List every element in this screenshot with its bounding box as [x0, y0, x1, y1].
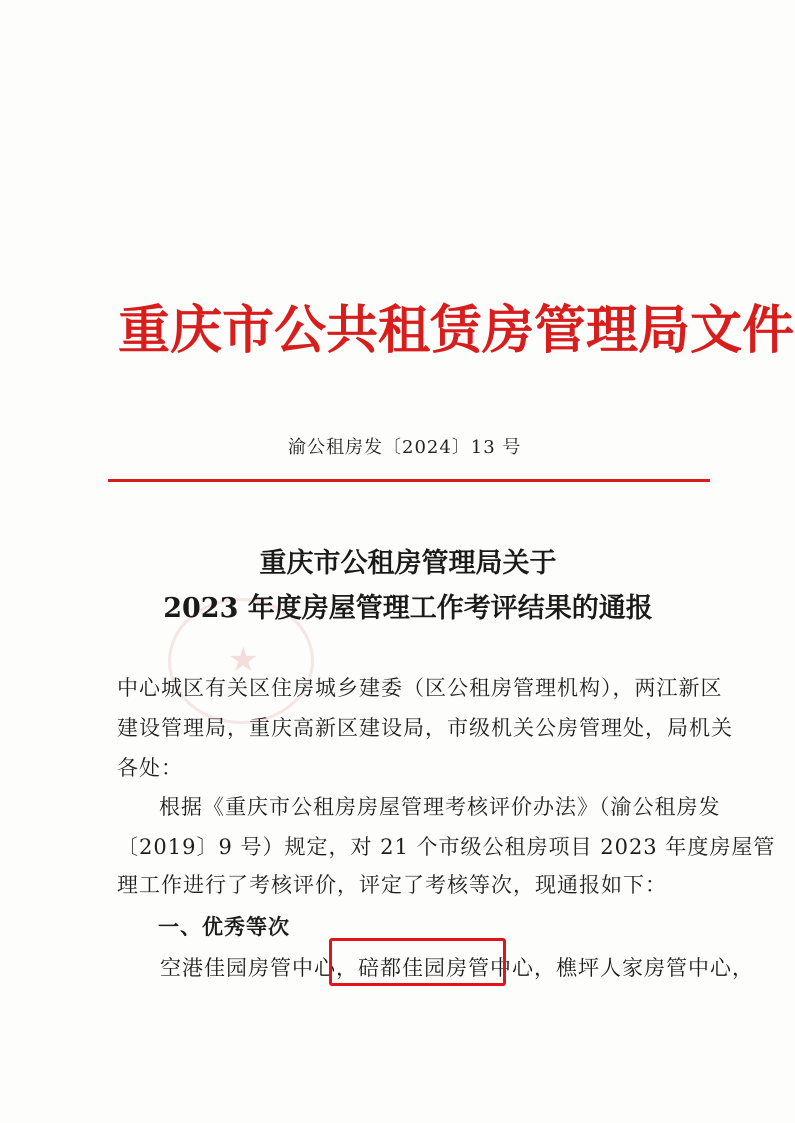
section-heading-excellent: 一、优秀等次	[158, 914, 290, 939]
excellent-list-line: 空港佳园房管中心，碚都佳园房管中心，樵坪人家房管中心，	[160, 956, 754, 980]
notice-title-line-2: 2023 年度房屋管理工作考评结果的通报	[163, 593, 653, 624]
body-line: 各处：	[117, 756, 183, 780]
header-divider	[108, 479, 710, 482]
document-header-title: 重庆市公共租赁房管理局文件	[118, 300, 795, 361]
body-line: 〔2019〕9 号）规定，对 21 个市级公租房项目 2023 年度房屋管	[117, 835, 776, 859]
document-number: 渝公租房发〔2024〕13 号	[288, 437, 522, 458]
stamp-star-icon: ★	[228, 640, 259, 680]
body-line: 建设管理局，重庆高新区建设局，市级机关公房管理处，局机关	[117, 716, 733, 740]
body-line: 理工作进行了考核评价，评定了考核等次，现通报如下：	[117, 873, 667, 897]
highlight-annotation-box	[329, 938, 506, 986]
notice-title-line-1: 重庆市公租房管理局关于	[259, 548, 557, 579]
body-line: 根据《重庆市公租房房屋管理考核评价办法》（渝公租房发	[159, 795, 721, 819]
body-line: 中心城区有关区住房城乡建委（区公租房管理机构），两江新区	[117, 676, 723, 700]
